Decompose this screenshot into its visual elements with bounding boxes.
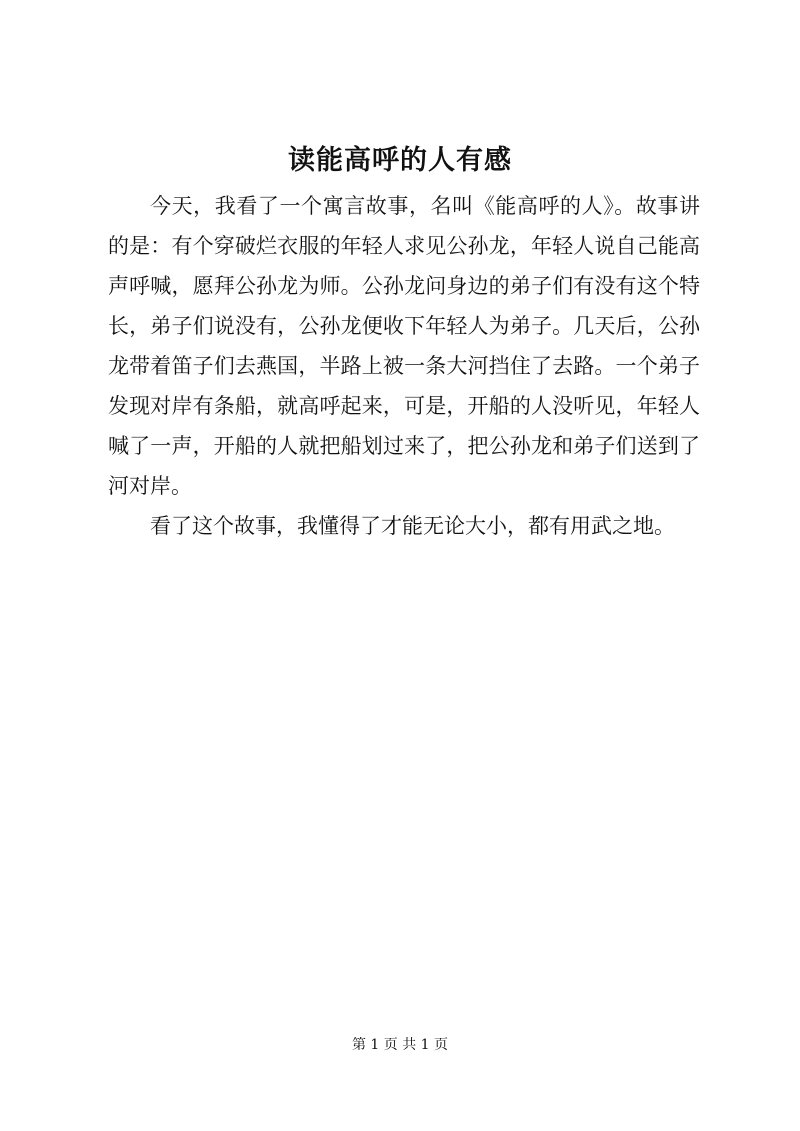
paragraph-2: 看了这个故事，我懂得了才能无论大小，都有用武之地。 (150, 514, 675, 538)
document-title: 读能高呼的人有感 (288, 145, 512, 176)
paragraph-1: 今天，我看了一个寓言故事，名叫《能高呼的人》。故事讲的是：有个穿破烂衣服的年轻人求见公孙龙，年轻人说自己能高声呼喊，愿拜公孙龙为师。公孙龙问身边的弟子们有没有这个特长，弟子们说没有，公孙龙便收下年轻人为弟子。几天后，公孙龙带着笛子们去燕国，半路上被一条大河挡住了去路。一个弟子发现对岸有条船，就高呼起来，可是，开船的人没听见，年轻人喊了一声，开船的人就把船划过来了，把公孙龙和弟子们送到了河对岸。 (108, 194, 700, 498)
page-footer: 第 1 页 共 1 页 (351, 1037, 449, 1053)
document-body (108, 186, 700, 546)
